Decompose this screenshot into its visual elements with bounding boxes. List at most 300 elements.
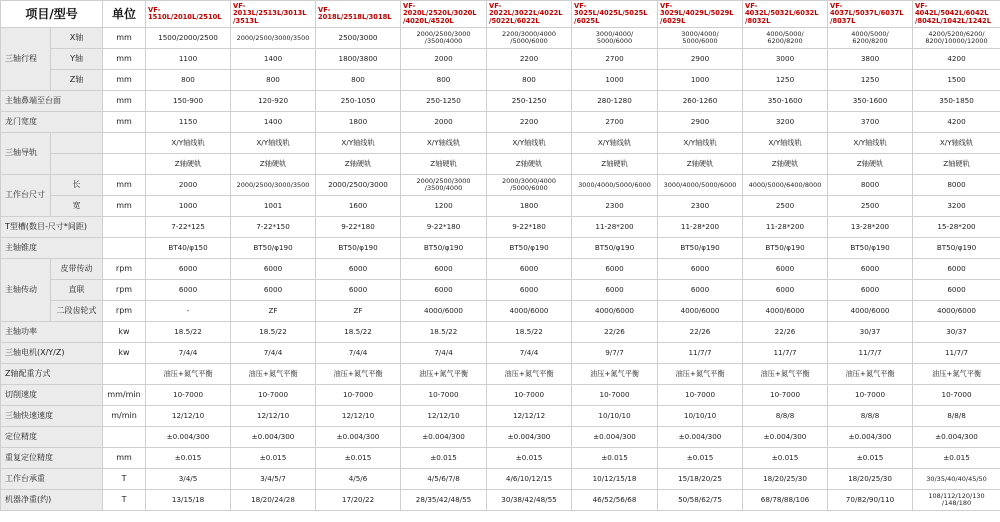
table-cell: 12/12/10 <box>316 406 401 427</box>
table-cell: 7/4/4 <box>146 343 231 364</box>
row-unit: mm <box>103 175 146 196</box>
table-row <box>1 91 1000 112</box>
table-cell: 6000 <box>828 259 913 280</box>
table-cell: 1200 <box>401 196 487 217</box>
table-cell: 2500 <box>743 196 828 217</box>
table-cell: 800 <box>401 70 487 91</box>
table-cell: 18/20/25/30 <box>743 469 828 490</box>
table-cell: 3700 <box>828 112 913 133</box>
table-cell: 10-7000 <box>828 385 913 406</box>
table-cell: BT50/φ190 <box>316 238 401 259</box>
table-cell: 4000/6000 <box>401 301 487 322</box>
table-cell: ±0.015 <box>487 448 572 469</box>
row-unit <box>103 133 146 154</box>
table-cell: Z轴硬轨 <box>658 154 743 175</box>
table-cell: 2700 <box>572 49 658 70</box>
model-header: VF-2022L/3022L/4022L /5022L/6022L <box>487 1 572 28</box>
table-row <box>1 448 1000 469</box>
table-cell: 2000 <box>401 49 487 70</box>
table-cell: X/Y轴线轨 <box>913 133 1000 154</box>
table-cell: 3000/4000/5000/6000 <box>572 175 658 196</box>
table-cell: 2200 <box>487 49 572 70</box>
table-cell: 1250 <box>743 70 828 91</box>
table-cell: X/Y轴线轨 <box>316 133 401 154</box>
row-label: Z轴配重方式 <box>1 364 103 385</box>
table-cell: 68/78/88/106 <box>743 490 828 511</box>
table-cell: 2000/2500/3000 /3500/4000 <box>401 175 487 196</box>
table-cell: Z轴硬轨 <box>913 154 1000 175</box>
table-cell: 3200 <box>743 112 828 133</box>
table-row <box>1 427 1000 448</box>
row-sublabel: 二段齿轮式 <box>51 301 103 322</box>
table-cell: 4200 <box>913 112 1000 133</box>
row-label: 主轴功率 <box>1 322 103 343</box>
table-cell: 11/7/7 <box>828 343 913 364</box>
table-cell: 4000/5000/ 6200/8200 <box>743 28 828 49</box>
table-cell: 250-1050 <box>316 91 401 112</box>
table-cell: 30/37 <box>913 322 1000 343</box>
group-label: 三轴导轨 <box>1 133 51 175</box>
table-cell: 6000 <box>401 280 487 301</box>
table-cell: 6000 <box>743 280 828 301</box>
table-cell: 7/4/4 <box>487 343 572 364</box>
table-cell: 油压+氮气平衡 <box>316 364 401 385</box>
table-cell: ±0.004/300 <box>572 427 658 448</box>
row-sublabel <box>51 154 103 175</box>
table-cell: 2000/2500/3000/3500 <box>231 28 316 49</box>
table-cell: 10/12/15/18 <box>572 469 658 490</box>
row-unit: mm <box>103 448 146 469</box>
table-cell: 8000 <box>828 175 913 196</box>
row-label: 切削速度 <box>1 385 103 406</box>
table-cell: 250-1250 <box>487 91 572 112</box>
table-row <box>1 196 1000 217</box>
table-cell: 350-1850 <box>913 91 1000 112</box>
row-unit: rpm <box>103 259 146 280</box>
table-cell: BT50/φ190 <box>572 238 658 259</box>
table-cell: 11-28*200 <box>658 217 743 238</box>
table-cell: X/Y轴线轨 <box>658 133 743 154</box>
table-cell: 4000/6000 <box>658 301 743 322</box>
table-cell: X/Y轴线轨 <box>401 133 487 154</box>
table-cell: 11/7/7 <box>913 343 1000 364</box>
table-cell: 2200 <box>487 112 572 133</box>
model-header: VF-1510L/2010L/2510L <box>146 1 231 28</box>
table-cell: 4000/5000/6400/8000 <box>743 175 828 196</box>
table-cell: 10-7000 <box>913 385 1000 406</box>
table-cell: 350-1600 <box>743 91 828 112</box>
table-cell: 油压+氮气平衡 <box>658 364 743 385</box>
table-row <box>1 70 1000 91</box>
table-cell: 3/4/5 <box>146 469 231 490</box>
row-label: 龙门宽度 <box>1 112 103 133</box>
row-sublabel: X轴 <box>51 28 103 49</box>
header-row <box>1 1 1000 28</box>
table-cell: 4000/6000 <box>913 301 1000 322</box>
table-cell: 2000 <box>146 175 231 196</box>
table-cell: ±0.004/300 <box>231 427 316 448</box>
row-unit <box>103 154 146 175</box>
table-row <box>1 301 1000 322</box>
table-cell: 30/37 <box>828 322 913 343</box>
table-cell: Z轴硬轨 <box>401 154 487 175</box>
table-cell: 7/4/4 <box>316 343 401 364</box>
table-cell: 油压+氮气平衡 <box>743 364 828 385</box>
row-label: 三轴快速速度 <box>1 406 103 427</box>
table-cell: X/Y轴线轨 <box>231 133 316 154</box>
table-cell: 11/7/7 <box>743 343 828 364</box>
table-cell: 6000 <box>572 259 658 280</box>
table-cell: 1150 <box>146 112 231 133</box>
table-cell: 油压+氮气平衡 <box>828 364 913 385</box>
table-cell: 13/15/18 <box>146 490 231 511</box>
table-cell: 10-7000 <box>231 385 316 406</box>
model-header: VF-2018L/2518L/3018L <box>316 1 401 28</box>
table-cell: Z轴硬轨 <box>828 154 913 175</box>
row-unit: kw <box>103 322 146 343</box>
table-row <box>1 238 1000 259</box>
table-cell: 8/8/8 <box>913 406 1000 427</box>
table-cell: Z轴硬轨 <box>146 154 231 175</box>
table-cell: 8000 <box>913 175 1000 196</box>
table-cell: 6000 <box>231 280 316 301</box>
table-cell: ±0.004/300 <box>913 427 1000 448</box>
table-cell: 11/7/7 <box>658 343 743 364</box>
group-label: 主轴传动 <box>1 259 51 322</box>
table-cell: 800 <box>146 70 231 91</box>
table-cell: ±0.015 <box>913 448 1000 469</box>
row-unit <box>103 427 146 448</box>
table-cell: 1001 <box>231 196 316 217</box>
table-cell: ±0.004/300 <box>743 427 828 448</box>
table-row <box>1 364 1000 385</box>
model-header: VF-4042L/5042L/6042L /8042L/1042L/1242L <box>913 1 1000 28</box>
table-cell: BT50/φ190 <box>401 238 487 259</box>
table-cell: 2000 <box>401 112 487 133</box>
table-cell: BT50/φ190 <box>231 238 316 259</box>
table-cell: BT50/φ190 <box>828 238 913 259</box>
table-cell: 18/20/24/28 <box>231 490 316 511</box>
table-cell: 油压+氮气平衡 <box>913 364 1000 385</box>
table-cell: 1000 <box>146 196 231 217</box>
table-cell: 350-1600 <box>828 91 913 112</box>
table-cell: 6000 <box>913 280 1000 301</box>
table-cell: ZF <box>231 301 316 322</box>
row-unit: mm <box>103 112 146 133</box>
table-cell: 7/4/4 <box>401 343 487 364</box>
table-cell: ±0.015 <box>572 448 658 469</box>
table-cell: 4/6/10/12/15 <box>487 469 572 490</box>
table-cell: 3800 <box>828 49 913 70</box>
table-cell: 4000/6000 <box>828 301 913 322</box>
table-cell: X/Y轴线轨 <box>743 133 828 154</box>
row-label: T型槽(数目-尺寸*间距) <box>1 217 103 238</box>
table-row <box>1 406 1000 427</box>
table-cell: 2300 <box>658 196 743 217</box>
table-cell: - <box>146 301 231 322</box>
table-cell: BT50/φ190 <box>658 238 743 259</box>
table-cell: ±0.004/300 <box>658 427 743 448</box>
table-cell: 22/26 <box>572 322 658 343</box>
model-header: VF-2013L/2513L/3013L /3513L <box>231 1 316 28</box>
header-unit: 单位 <box>103 1 146 28</box>
model-header: VF-3029L/4029L/5029L /6029L <box>658 1 743 28</box>
table-cell: 4200 <box>913 49 1000 70</box>
row-sublabel: 直联 <box>51 280 103 301</box>
table-cell: 12/12/10 <box>401 406 487 427</box>
table-cell: 3000 <box>743 49 828 70</box>
header-title: 项目/型号 <box>1 1 103 28</box>
table-cell: BT50/φ190 <box>913 238 1000 259</box>
table-cell: 4/5/6/7/8 <box>401 469 487 490</box>
table-cell: 4000/5000/ 6200/8200 <box>828 28 913 49</box>
table-cell: 9-22*180 <box>487 217 572 238</box>
model-header: VF-2020L/2520L/3020L /4020L/4520L <box>401 1 487 28</box>
table-cell: Z轴硬轨 <box>316 154 401 175</box>
table-cell: 6000 <box>146 259 231 280</box>
table-cell: 30/35/40/40/45/50 <box>913 469 1000 490</box>
table-cell: Z轴硬轨 <box>487 154 572 175</box>
table-cell: 50/58/62/75 <box>658 490 743 511</box>
table-cell: 260-1260 <box>658 91 743 112</box>
table-cell: 28/35/42/48/55 <box>401 490 487 511</box>
table-cell: 8/8/8 <box>828 406 913 427</box>
table-cell: ±0.015 <box>316 448 401 469</box>
table-cell: 13-28*200 <box>828 217 913 238</box>
table-cell: 18.5/22 <box>487 322 572 343</box>
row-unit: mm <box>103 28 146 49</box>
row-unit: mm <box>103 49 146 70</box>
table-cell: 15/18/20/25 <box>658 469 743 490</box>
table-cell: 2900 <box>658 112 743 133</box>
table-row <box>1 259 1000 280</box>
row-unit: rpm <box>103 301 146 322</box>
table-cell: BT50/φ190 <box>743 238 828 259</box>
table-row <box>1 322 1000 343</box>
row-sublabel <box>51 133 103 154</box>
table-cell: 12/12/10 <box>146 406 231 427</box>
table-cell: 1250 <box>828 70 913 91</box>
table-cell: BT50/φ190 <box>487 238 572 259</box>
table-cell: 7-22*125 <box>146 217 231 238</box>
table-cell: 2000/2500/3000 <box>316 175 401 196</box>
table-cell: 6000 <box>658 259 743 280</box>
table-cell: 1600 <box>316 196 401 217</box>
table-row <box>1 28 1000 49</box>
table-cell: 15-28*200 <box>913 217 1000 238</box>
table-cell: 22/26 <box>658 322 743 343</box>
table-cell: 2500/3000 <box>316 28 401 49</box>
row-unit: mm <box>103 196 146 217</box>
table-row <box>1 175 1000 196</box>
table-cell: ±0.004/300 <box>828 427 913 448</box>
table-cell: 6000 <box>658 280 743 301</box>
table-row <box>1 385 1000 406</box>
table-cell: ±0.015 <box>743 448 828 469</box>
table-cell: 4/5/6 <box>316 469 401 490</box>
row-label: 机器净重(约) <box>1 490 103 511</box>
table-cell: 18.5/22 <box>401 322 487 343</box>
table-cell: 108/112/120/130 /148/180 <box>913 490 1000 511</box>
table-cell: 3000/4000/ 5000/6000 <box>658 28 743 49</box>
table-cell: 4000/6000 <box>487 301 572 322</box>
table-cell: 3000/4000/ 5000/6000 <box>572 28 658 49</box>
row-label: 三轴电机(X/Y/Z) <box>1 343 103 364</box>
table-cell: 6000 <box>913 259 1000 280</box>
table-cell: 10-7000 <box>146 385 231 406</box>
row-label: 重复定位精度 <box>1 448 103 469</box>
row-label: 定位精度 <box>1 427 103 448</box>
table-cell: 10-7000 <box>487 385 572 406</box>
table-cell: ZF <box>316 301 401 322</box>
table-cell: 1000 <box>658 70 743 91</box>
table-cell: ±0.015 <box>146 448 231 469</box>
table-cell: 8/8/8 <box>743 406 828 427</box>
table-cell: 22/26 <box>743 322 828 343</box>
table-cell: X/Y轴线轨 <box>828 133 913 154</box>
row-unit <box>103 217 146 238</box>
row-unit <box>103 238 146 259</box>
table-cell: 1500/2000/2500 <box>146 28 231 49</box>
table-row <box>1 154 1000 175</box>
table-cell: ±0.015 <box>658 448 743 469</box>
group-label: 三轴行程 <box>1 28 51 91</box>
row-label: 工作台承重 <box>1 469 103 490</box>
table-row <box>1 133 1000 154</box>
table-cell: 2500 <box>828 196 913 217</box>
table-cell: 800 <box>487 70 572 91</box>
table-row <box>1 217 1000 238</box>
table-cell: 1400 <box>231 49 316 70</box>
table-cell: 1000 <box>572 70 658 91</box>
model-header: VF-3025L/4025L/5025L /6025L <box>572 1 658 28</box>
table-cell: ±0.004/300 <box>316 427 401 448</box>
table-cell: ±0.004/300 <box>146 427 231 448</box>
table-cell: 800 <box>231 70 316 91</box>
table-cell: 2000/2500/3000 /3500/4000 <box>401 28 487 49</box>
table-cell: X/Y轴线轨 <box>572 133 658 154</box>
table-cell: 1500 <box>913 70 1000 91</box>
row-sublabel: 皮带传动 <box>51 259 103 280</box>
table-cell: 12/12/10 <box>231 406 316 427</box>
table-cell: 150-900 <box>146 91 231 112</box>
table-cell: 10-7000 <box>572 385 658 406</box>
table-cell: 10-7000 <box>316 385 401 406</box>
table-cell: 1100 <box>146 49 231 70</box>
table-cell: 1800/3800 <box>316 49 401 70</box>
table-cell: X/Y轴线轨 <box>487 133 572 154</box>
table-cell: 6000 <box>231 259 316 280</box>
table-cell: 6000 <box>316 280 401 301</box>
table-cell: ±0.004/300 <box>401 427 487 448</box>
table-cell: 2000/3000/4000 /5000/6000 <box>487 175 572 196</box>
table-cell: 6000 <box>487 259 572 280</box>
row-unit: T <box>103 490 146 511</box>
table-cell: 油压+氮气平衡 <box>487 364 572 385</box>
table-cell: 10-7000 <box>658 385 743 406</box>
row-unit: kw <box>103 343 146 364</box>
table-cell: 250-1250 <box>401 91 487 112</box>
model-header: VF-4037L/5037L/6037L /8037L <box>828 1 913 28</box>
table-cell: X/Y轴线轨 <box>146 133 231 154</box>
row-unit: mm <box>103 91 146 112</box>
table-cell: Z轴硬轨 <box>743 154 828 175</box>
table-cell: 油压+氮气平衡 <box>572 364 658 385</box>
table-cell: Z轴硬轨 <box>572 154 658 175</box>
table-cell: 4000/6000 <box>743 301 828 322</box>
table-cell: 9-22*180 <box>401 217 487 238</box>
row-unit: rpm <box>103 280 146 301</box>
table-cell: ±0.015 <box>828 448 913 469</box>
table-cell: 280-1280 <box>572 91 658 112</box>
table-cell: 6000 <box>828 280 913 301</box>
table-cell: 3200 <box>913 196 1000 217</box>
row-unit: mm/min <box>103 385 146 406</box>
table-cell: 18.5/22 <box>316 322 401 343</box>
row-sublabel: 长 <box>51 175 103 196</box>
table-cell: 1800 <box>316 112 401 133</box>
table-cell: 12/12/12 <box>487 406 572 427</box>
row-label: 主轴锥度 <box>1 238 103 259</box>
table-cell: 10/10/10 <box>658 406 743 427</box>
table-cell: 4200/5200/6200/ 8200/10000/12000 <box>913 28 1000 49</box>
table-cell: 2200/3000/4000 /5000/6000 <box>487 28 572 49</box>
row-sublabel: Z轴 <box>51 70 103 91</box>
table-cell: Z轴硬轨 <box>231 154 316 175</box>
table-cell: 800 <box>316 70 401 91</box>
table-cell: 11-28*200 <box>743 217 828 238</box>
table-cell: ±0.015 <box>231 448 316 469</box>
table-row <box>1 49 1000 70</box>
table-cell: 18.5/22 <box>231 322 316 343</box>
table-cell: 油压+氮气平衡 <box>231 364 316 385</box>
table-row <box>1 112 1000 133</box>
table-cell: 6000 <box>401 259 487 280</box>
group-label: 工作台尺寸 <box>1 175 51 217</box>
table-cell: 6000 <box>146 280 231 301</box>
table-row <box>1 280 1000 301</box>
table-cell: 1800 <box>487 196 572 217</box>
table-cell: 9/7/7 <box>572 343 658 364</box>
table-cell: 120-920 <box>231 91 316 112</box>
table-cell: 10-7000 <box>401 385 487 406</box>
table-cell: ±0.004/300 <box>487 427 572 448</box>
table-cell: 10/10/10 <box>572 406 658 427</box>
table-cell: 2300 <box>572 196 658 217</box>
table-cell: 6000 <box>572 280 658 301</box>
table-cell: 18.5/22 <box>146 322 231 343</box>
table-cell: 9-22*180 <box>316 217 401 238</box>
table-cell: BT40/φ150 <box>146 238 231 259</box>
table-cell: 46/52/56/68 <box>572 490 658 511</box>
table-cell: ±0.015 <box>401 448 487 469</box>
table-cell: 17/20/22 <box>316 490 401 511</box>
table-cell: 3000/4000/5000/6000 <box>658 175 743 196</box>
table-cell: 10-7000 <box>743 385 828 406</box>
table-cell: 7-22*150 <box>231 217 316 238</box>
row-label: 主轴鼻端至台面 <box>1 91 103 112</box>
table-cell: 6000 <box>487 280 572 301</box>
row-unit: m/min <box>103 406 146 427</box>
table-cell: 3/4/5/7 <box>231 469 316 490</box>
row-unit: mm <box>103 70 146 91</box>
row-unit: T <box>103 469 146 490</box>
table-cell: 30/38/42/48/55 <box>487 490 572 511</box>
table-cell: 油压+氮气平衡 <box>401 364 487 385</box>
table-cell: 2000/2500/3000/3500 <box>231 175 316 196</box>
row-sublabel: Y轴 <box>51 49 103 70</box>
table-cell: 2700 <box>572 112 658 133</box>
